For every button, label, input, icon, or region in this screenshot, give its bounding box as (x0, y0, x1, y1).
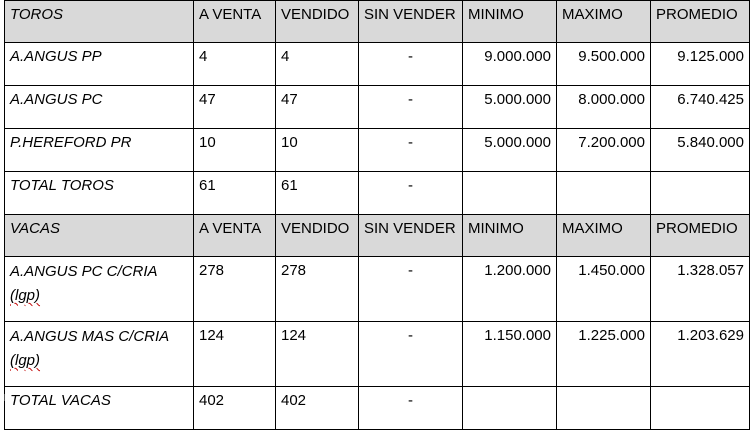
cell-vendido: 61 (276, 172, 359, 215)
cell-empty (651, 387, 750, 430)
cell-maximo: 8.000.000 (557, 86, 651, 129)
cell-minimo: 9.000.000 (463, 43, 557, 86)
cell-a-venta: 10 (194, 129, 276, 172)
cell-sin-vender: - (359, 387, 463, 430)
cell-minimo: 1.200.000 (463, 257, 557, 322)
cell-a-venta: 61 (194, 172, 276, 215)
col-header-minimo: MINIMO (463, 1, 557, 43)
table-row (5, 43, 750, 86)
row-name: P.HEREFORD PR (5, 129, 194, 172)
col-header-sin-vender: SIN VENDER (359, 215, 463, 257)
cell-vendido: 124 (276, 322, 359, 387)
cell-sin-vender: - (359, 257, 463, 322)
cell-promedio: 1.203.629 (651, 322, 750, 387)
col-header-sin-vender: SIN VENDER (359, 1, 463, 43)
toros-header-row (5, 1, 750, 43)
col-header-maximo: MAXIMO (557, 1, 651, 43)
col-header-promedio: PROMEDIO (651, 1, 750, 43)
cell-a-venta: 278 (194, 257, 276, 322)
row-name: A.ANGUS PC (5, 86, 194, 129)
cell-sin-vender: - (359, 43, 463, 86)
auction-results-table (4, 0, 750, 430)
col-header-vendido: VENDIDO (276, 215, 359, 257)
total-label: TOTAL TOROS (5, 172, 194, 215)
row-name-sub: (lgp) (10, 287, 41, 304)
total-toros-row (5, 172, 750, 215)
cell-minimo: 5.000.000 (463, 86, 557, 129)
row-name (5, 322, 194, 387)
cell-sin-vender: - (359, 86, 463, 129)
cell-a-venta: 47 (194, 86, 276, 129)
vacas-header-row (5, 215, 750, 257)
cell-minimo: 5.000.000 (463, 129, 557, 172)
cell-vendido: 278 (276, 257, 359, 322)
cell-a-venta: 124 (194, 322, 276, 387)
cell-maximo: 1.450.000 (557, 257, 651, 322)
cell-vendido: 402 (276, 387, 359, 430)
total-vacas-row (5, 387, 750, 430)
cell-maximo: 9.500.000 (557, 43, 651, 86)
cell-a-venta: 402 (194, 387, 276, 430)
row-name-sub: (lgp) (10, 352, 41, 369)
text-cursor (4, 394, 5, 401)
table-row (5, 257, 750, 322)
cell-empty (557, 387, 651, 430)
row-name: A.ANGUS PP (5, 43, 194, 86)
row-name-main: A.ANGUS PC C/CRIA (10, 263, 158, 280)
col-header-promedio: PROMEDIO (651, 215, 750, 257)
cell-sin-vender: - (359, 322, 463, 387)
cell-sin-vender: - (359, 172, 463, 215)
cell-vendido: 4 (276, 43, 359, 86)
cell-empty (557, 172, 651, 215)
cell-empty (463, 387, 557, 430)
table-row (5, 129, 750, 172)
col-header-a-venta: A VENTA (194, 215, 276, 257)
col-header-a-venta: A VENTA (194, 1, 276, 43)
cell-maximo: 1.225.000 (557, 322, 651, 387)
cell-empty (463, 172, 557, 215)
col-header-vendido: VENDIDO (276, 1, 359, 43)
row-name-main: A.ANGUS MAS C/CRIA (10, 328, 170, 345)
cell-empty (651, 172, 750, 215)
col-header-minimo: MINIMO (463, 215, 557, 257)
section-title-vacas: VACAS (5, 215, 194, 257)
cell-sin-vender: - (359, 129, 463, 172)
total-label: TOTAL VACAS (5, 387, 194, 430)
cell-promedio: 9.125.000 (651, 43, 750, 86)
cell-promedio: 5.840.000 (651, 129, 750, 172)
cell-promedio: 6.740.425 (651, 86, 750, 129)
cell-a-venta: 4 (194, 43, 276, 86)
section-title-toros: TOROS (5, 1, 194, 43)
cell-maximo: 7.200.000 (557, 129, 651, 172)
cell-promedio: 1.328.057 (651, 257, 750, 322)
col-header-maximo: MAXIMO (557, 215, 651, 257)
cell-minimo: 1.150.000 (463, 322, 557, 387)
cell-vendido: 47 (276, 86, 359, 129)
table-row (5, 322, 750, 387)
cell-vendido: 10 (276, 129, 359, 172)
table-row (5, 86, 750, 129)
row-name (5, 257, 194, 322)
